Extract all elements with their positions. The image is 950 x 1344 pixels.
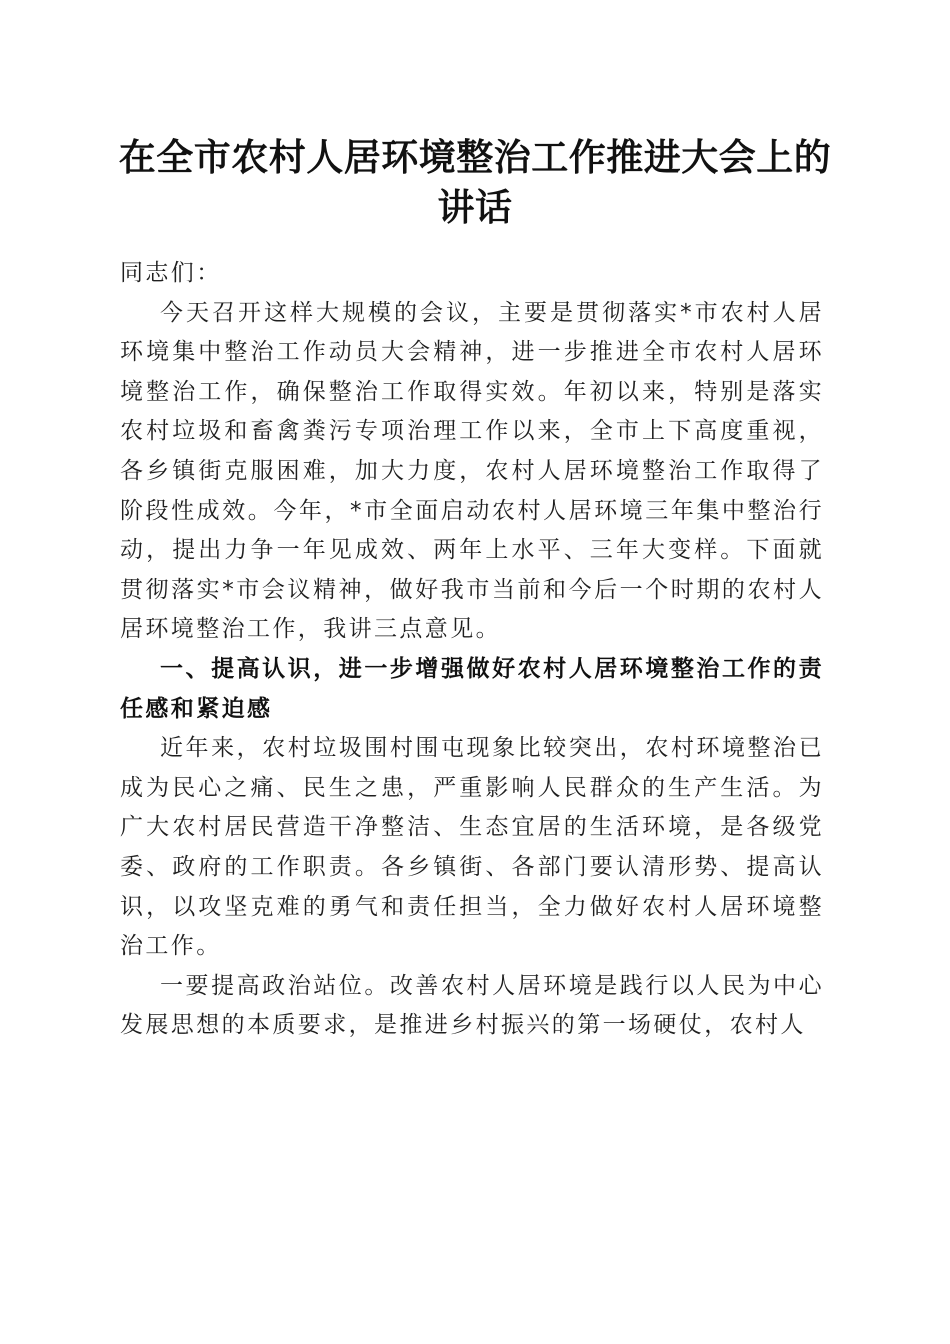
section-paragraph: 近年来，农村垃圾围村围屯现象比较突出，农村环境整治已成为民心之痛、民生之患，严重影响人民群众的生产生活。为广大农村居民营造干净整洁、生态宜居的生活环境，是各级党委、政府的工作职责。各乡镇街、各部门要认清形势、提高认识，以攻坚克难的勇气和责任担当，全力做好农村人居环境整治工作。 xyxy=(120,735,824,960)
section-paragraph: 一要提高政治站位。改善农村人居环境是践行以人民为中心发展思想的本质要求，是推进乡村振兴的第一场硬仗，农村人 xyxy=(120,972,824,1039)
document-body xyxy=(120,254,824,1046)
section-heading: 一、提高认识，进一步增强做好农村人居环境整治工作的责任感和紧迫感 xyxy=(120,655,824,722)
salutation: 同志们： xyxy=(120,260,222,286)
intro-paragraph: 今天召开这样大规模的会议，主要是贯彻落实*市农村人居环境集中整治工作动员大会精神，进一步推进全市农村人居环境整治工作，确保整治工作取得实效。年初以来，特别是落实农村垃圾和畜禽粪污专项治理工作以来，全市上下高度重视，各乡镇街克服困难，加大力度，农村人居环境整治工作取得了阶段性成效。今年，*市全面启动农村人居环境三年集中整治行动，提出力争一年见成效、两年上水平、三年大变样。下面就贯彻落实*市会议精神，做好我市当前和今后一个时期的农村人居环境整治工作，我讲三点意见。 xyxy=(120,299,824,643)
document-title: 在全市农村人居环境整治工作推进大会上的讲话 xyxy=(118,135,832,229)
